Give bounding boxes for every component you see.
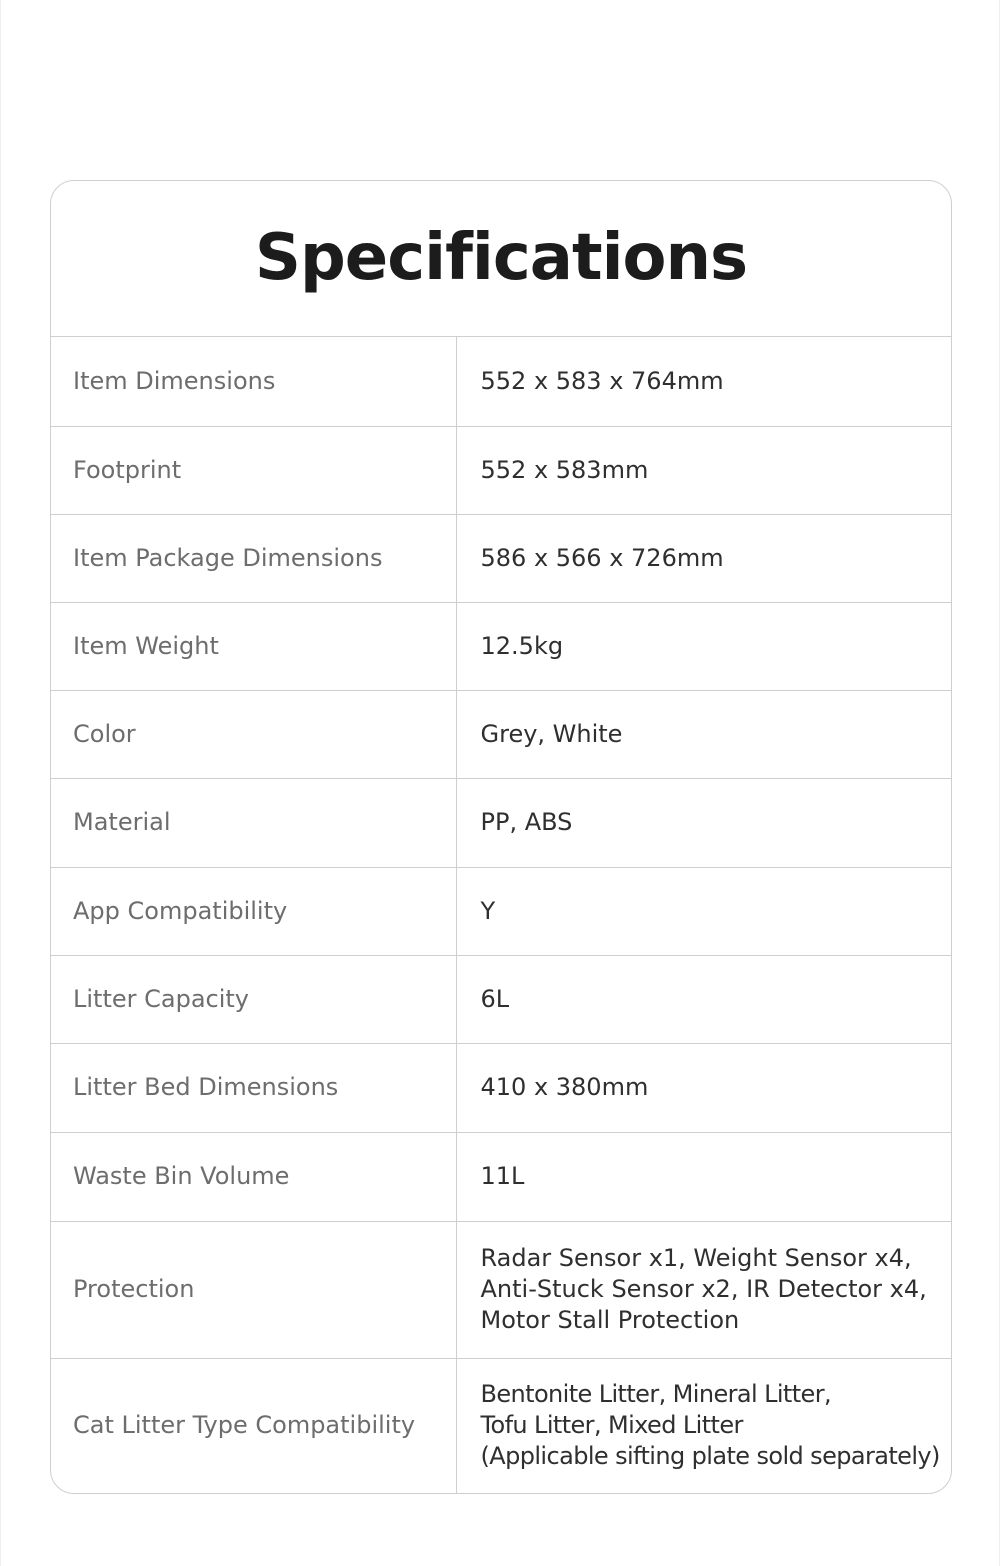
spec-label: Cat Litter Type Compatibility xyxy=(51,1358,456,1493)
spec-value: 410 x 380mm xyxy=(456,1043,951,1132)
spec-label: Item Package Dimensions xyxy=(51,514,456,602)
spec-label: Color xyxy=(51,690,456,778)
spec-row-litter-bed-dimensions xyxy=(51,1043,951,1132)
spec-label: Protection xyxy=(51,1221,456,1358)
spec-row-litter-capacity xyxy=(51,955,951,1043)
spec-row-app-compatibility xyxy=(51,867,951,955)
spec-row-item-weight xyxy=(51,602,951,690)
spec-value: Bentonite Litter, Mineral Litter, Tofu Litter, Mixed Litter (Applicable sifting plate sold separately) xyxy=(480,1380,940,1471)
spec-value: Grey, White xyxy=(456,690,951,778)
spec-value: 552 x 583mm xyxy=(456,426,951,514)
spec-row-material xyxy=(51,778,951,867)
spec-label: Item Dimensions xyxy=(51,337,456,426)
spec-value: 586 x 566 x 726mm xyxy=(456,514,951,602)
spec-value: PP, ABS xyxy=(456,778,951,867)
spec-label: Footprint xyxy=(51,426,456,514)
spec-label: Item Weight xyxy=(51,602,456,690)
specifications-table xyxy=(51,337,951,1493)
specifications-title: Specifications xyxy=(51,181,951,337)
spec-value: Y xyxy=(456,867,951,955)
spec-label: Waste Bin Volume xyxy=(51,1132,456,1221)
spec-row-color xyxy=(51,690,951,778)
specifications-card xyxy=(50,180,952,1494)
spec-value: 11L xyxy=(456,1132,951,1221)
spec-value: 552 x 583 x 764mm xyxy=(456,337,951,426)
spec-label: Material xyxy=(51,778,456,867)
spec-row-footprint xyxy=(51,426,951,514)
spec-value: Radar Sensor x1, Weight Sensor x4, Anti-Stuck Sensor x2, IR Detector x4, Motor Stall Protection xyxy=(456,1221,951,1358)
spec-label: App Compatibility xyxy=(51,867,456,955)
spec-row-item-package-dimensions xyxy=(51,514,951,602)
spec-row-waste-bin-volume xyxy=(51,1132,951,1221)
spec-value: 12.5kg xyxy=(456,602,951,690)
spec-row-cat-litter-type-compatibility xyxy=(51,1358,951,1493)
spec-label: Litter Bed Dimensions xyxy=(51,1043,456,1132)
spec-row-protection xyxy=(51,1221,951,1358)
spec-label: Litter Capacity xyxy=(51,955,456,1043)
spec-row-item-dimensions xyxy=(51,337,951,426)
spec-value: 6L xyxy=(456,955,951,1043)
